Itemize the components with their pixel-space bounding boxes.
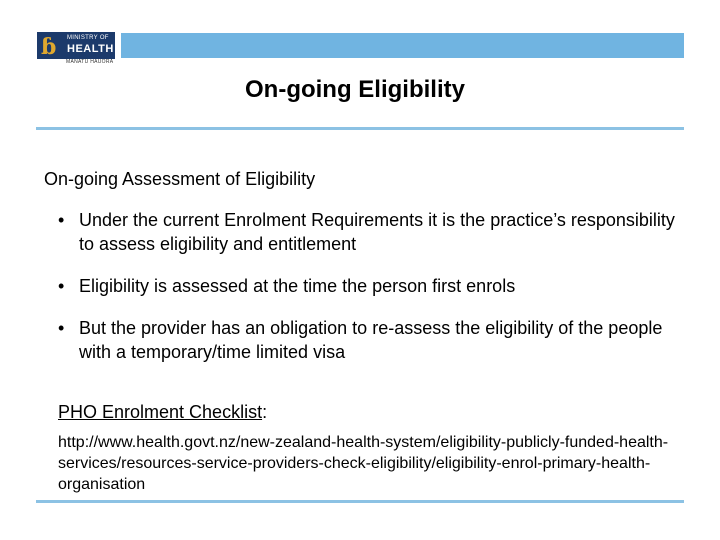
header-banner	[121, 33, 684, 58]
subheading: On-going Assessment of Eligibility	[44, 169, 316, 189]
bullet-icon: •	[58, 210, 65, 230]
checklist-link[interactable]: PHO Enrolment Checklist	[58, 402, 263, 422]
bullet-icon: •	[58, 318, 65, 338]
title-divider	[36, 127, 684, 130]
logo-line2: HEALTH	[67, 43, 114, 55]
bullet-icon: •	[58, 276, 65, 296]
bullet-item: • Eligibility is assessed at the time the person first enrols	[58, 276, 516, 296]
slide-title: On-going Eligibility	[245, 76, 465, 103]
bullet-item: • Under the current Enrolment Requirements it is the practice’s responsibility to assess eligibility and entitlement	[58, 210, 675, 254]
footer-divider	[36, 500, 684, 503]
checklist-url[interactable]: http://www.health.govt.nz/new-zealand-health-system/eligibility-publicly-funded-health-services/resources-service-providers-check-eligibility/eligibility-enrol-primary-health-organisation	[58, 434, 669, 493]
logo-subtitle: MANATŪ HAUORA	[66, 59, 114, 65]
logo-mark-icon: ɓ	[41, 34, 57, 60]
logo-line1: MINISTRY OF	[67, 35, 109, 41]
bullet-item: • But the provider has an obligation to re-assess the eligibility of the people with a temporary/time limited visa	[58, 318, 663, 362]
checklist-label: PHO Enrolment Checklist:	[58, 402, 268, 422]
ministry-of-health-logo	[37, 32, 115, 59]
